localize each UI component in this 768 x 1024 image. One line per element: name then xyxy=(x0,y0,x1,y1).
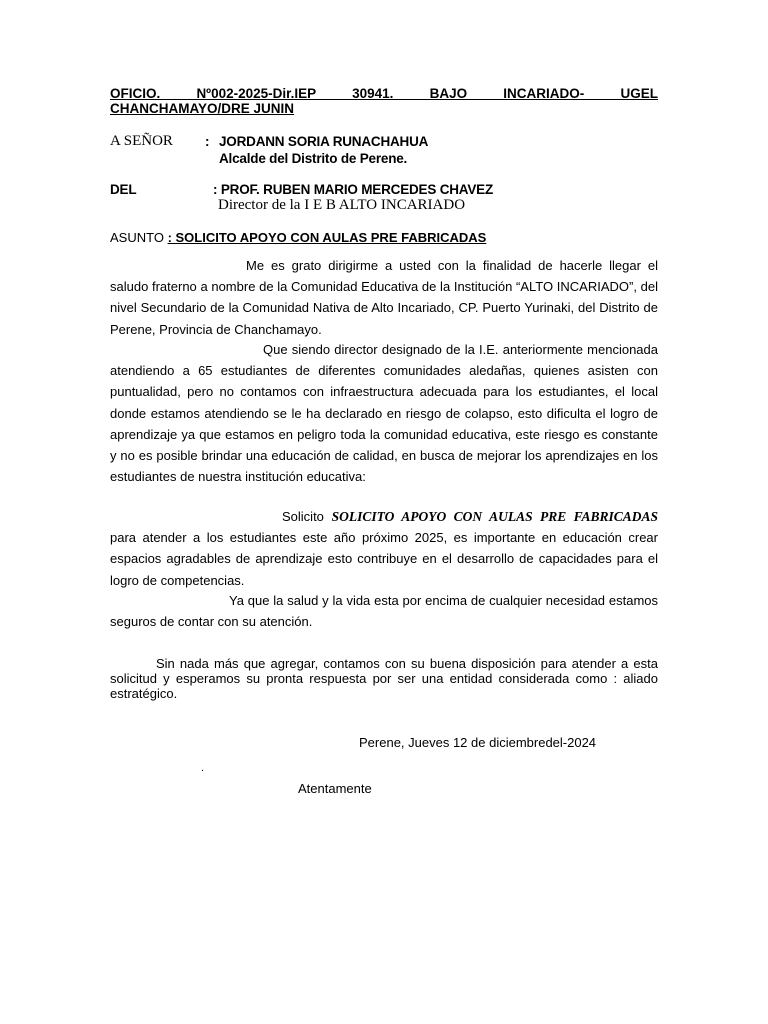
recipient-label: A SEÑOR xyxy=(110,133,173,149)
date-line: Perene, Jueves 12 de diciembredel-2024 xyxy=(359,735,597,750)
subject-text: : SOLICITO APOYO CON AULAS PRE FABRICADAS xyxy=(167,230,487,245)
paragraph-3-start: Solicito xyxy=(282,509,332,524)
oficio-header xyxy=(110,86,658,116)
subject-line xyxy=(110,230,486,245)
body-paragraph-4: Ya que la salud y la vida esta por encima de cualquier necesidad estamos seguros de contar con su atención. xyxy=(110,593,658,630)
body-paragraph-2: Que siendo director designado de la I.E. anteriormente mencionada atendiendo a 65 estudiantes de diferentes comunidades aledañas, quienes asisten con puntualidad, pero no contamos con infraestructura adecuada para los estudiantes, el local donde estamos atendiendo se le ha declarado en riesgo de colapso, esto dificulta el logro de aprendizaje ya que estamos en peligro toda la comunidad educativa, este riesgo es constante y no es posible brindar una educación de calidad, en busca de mejorar los aprendizajes en los estudiantes de nuestra institución educativa: xyxy=(110,342,658,485)
signoff: Atentamente xyxy=(298,781,372,796)
body-paragraph-3 xyxy=(110,506,658,591)
stray-dot: . xyxy=(201,762,205,774)
recipient-title: Alcalde del Distrito de Perene. xyxy=(219,151,408,166)
subject-label: ASUNTO xyxy=(110,230,168,245)
body-paragraph-1: Me es grato dirigirme a usted con la finalidad de hacerle llegar el saludo fraterno a nombre de la Comunidad Educativa de la Institución “ALTO INCARIADO”, del nivel Secundario de la Comunidad Nativa de Alto Incariado, CP. Puerto Yurinaki, del Distrito de Perene, Provincia de Chanchamayo. xyxy=(110,258,658,337)
oficio-line-2: CHANCHAMAYO/DRE JUNIN xyxy=(110,101,295,116)
paragraph-3-emphasis: SOLICITO APOYO CON AULAS PRE FABRICADAS xyxy=(331,509,658,524)
sender-name: : PROF. RUBEN MARIO MERCEDES CHAVEZ xyxy=(213,182,494,197)
sender-label: DEL xyxy=(110,182,137,197)
recipient-name: JORDANN SORIA RUNACHAHUA xyxy=(219,134,429,149)
oficio-line-1: OFICIO. Nº002-2025-Dir.IEP 30941. BAJO INCARIADO- UGEL xyxy=(110,86,658,101)
recipient-colon: : xyxy=(205,134,210,149)
sender-title: Director de la I E B ALTO INCARIADO xyxy=(218,197,466,213)
paragraph-3-end: para atender a los estudiantes este año próximo 2025, es importante en educación crear espacios agradables de aprendizaje esto contribuye en el desarrollo de capacidades para el logro de competencias. xyxy=(110,530,658,588)
body-paragraph-5: Sin nada más que agregar, contamos con su buena disposición para atender a esta solicitud y esperamos su pronta respuesta por ser una entidad considerada como : aliado estratégico. xyxy=(110,656,658,701)
